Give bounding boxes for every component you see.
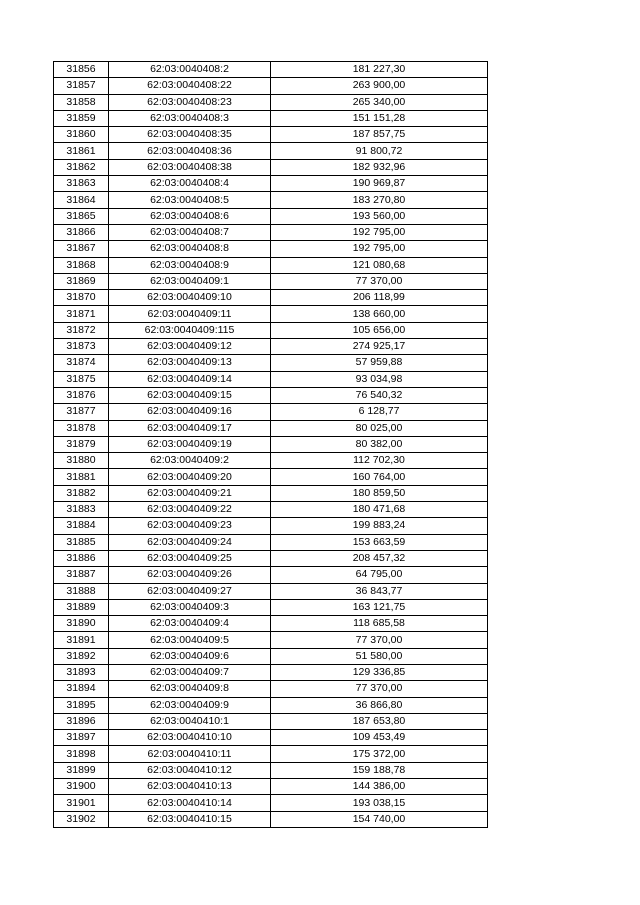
cadastral-number-cell: 62:03:0040409:22 — [109, 502, 271, 518]
table-row — [54, 518, 488, 534]
cadastral-number-cell: 62:03:0040409:14 — [109, 371, 271, 387]
cadastral-number-cell: 62:03:0040409:26 — [109, 567, 271, 583]
cadastral-number-cell: 62:03:0040408:4 — [109, 176, 271, 192]
value-cell: 187 857,75 — [271, 127, 488, 143]
cadastral-number-cell: 62:03:0040409:11 — [109, 306, 271, 322]
cadastral-number-cell: 62:03:0040410:1 — [109, 713, 271, 729]
row-number-cell: 31878 — [54, 420, 109, 436]
cadastral-number-cell: 62:03:0040409:1 — [109, 273, 271, 289]
table-row — [54, 534, 488, 550]
table-row — [54, 62, 488, 78]
value-cell: 109 453,49 — [271, 730, 488, 746]
row-number-cell: 31884 — [54, 518, 109, 534]
table-row — [54, 746, 488, 762]
row-number-cell: 31877 — [54, 404, 109, 420]
value-cell: 206 118,99 — [271, 290, 488, 306]
cadastral-number-cell: 62:03:0040408:22 — [109, 78, 271, 94]
cadastral-number-cell: 62:03:0040408:3 — [109, 110, 271, 126]
value-cell: 91 800,72 — [271, 143, 488, 159]
table-row — [54, 713, 488, 729]
cadastral-number-cell: 62:03:0040409:8 — [109, 681, 271, 697]
table-row — [54, 404, 488, 420]
row-number-cell: 31857 — [54, 78, 109, 94]
cadastral-number-cell: 62:03:0040408:7 — [109, 224, 271, 240]
table-row — [54, 339, 488, 355]
cadastral-number-cell: 62:03:0040409:24 — [109, 534, 271, 550]
row-number-cell: 31871 — [54, 306, 109, 322]
row-number-cell: 31860 — [54, 127, 109, 143]
table-row — [54, 583, 488, 599]
cadastral-number-cell: 62:03:0040409:27 — [109, 583, 271, 599]
table-row — [54, 273, 488, 289]
value-cell: 129 336,85 — [271, 664, 488, 680]
value-cell: 76 540,32 — [271, 387, 488, 403]
cadastral-number-cell: 62:03:0040409:10 — [109, 290, 271, 306]
row-number-cell: 31887 — [54, 567, 109, 583]
value-cell: 80 382,00 — [271, 436, 488, 452]
cadastral-number-cell: 62:03:0040408:2 — [109, 62, 271, 78]
cadastral-number-cell: 62:03:0040409:17 — [109, 420, 271, 436]
row-number-cell: 31859 — [54, 110, 109, 126]
value-cell: 208 457,32 — [271, 550, 488, 566]
table-row — [54, 290, 488, 306]
value-cell: 182 932,96 — [271, 159, 488, 175]
table-row — [54, 811, 488, 827]
cadastral-number-cell: 62:03:0040408:6 — [109, 208, 271, 224]
table-row — [54, 387, 488, 403]
table-row — [54, 469, 488, 485]
table-row — [54, 599, 488, 615]
row-number-cell: 31865 — [54, 208, 109, 224]
value-cell: 51 580,00 — [271, 648, 488, 664]
table-row — [54, 355, 488, 371]
row-number-cell: 31899 — [54, 762, 109, 778]
row-number-cell: 31891 — [54, 632, 109, 648]
row-number-cell: 31882 — [54, 485, 109, 501]
table-row — [54, 78, 488, 94]
cadastral-number-cell: 62:03:0040409:9 — [109, 697, 271, 713]
table-row — [54, 664, 488, 680]
cadastral-number-cell: 62:03:0040408:36 — [109, 143, 271, 159]
row-number-cell: 31874 — [54, 355, 109, 371]
value-cell: 121 080,68 — [271, 257, 488, 273]
table-row — [54, 453, 488, 469]
table-row — [54, 436, 488, 452]
value-cell: 93 034,98 — [271, 371, 488, 387]
row-number-cell: 31880 — [54, 453, 109, 469]
value-cell: 57 959,88 — [271, 355, 488, 371]
cadastral-number-cell: 62:03:0040409:115 — [109, 322, 271, 338]
value-cell: 80 025,00 — [271, 420, 488, 436]
table-row — [54, 192, 488, 208]
cadastral-number-cell: 62:03:0040409:25 — [109, 550, 271, 566]
table-row — [54, 257, 488, 273]
table-row — [54, 762, 488, 778]
value-cell: 192 795,00 — [271, 241, 488, 257]
table-row — [54, 371, 488, 387]
row-number-cell: 31895 — [54, 697, 109, 713]
value-cell: 105 656,00 — [271, 322, 488, 338]
cadastral-number-cell: 62:03:0040408:35 — [109, 127, 271, 143]
value-cell: 263 900,00 — [271, 78, 488, 94]
table-row — [54, 681, 488, 697]
row-number-cell: 31879 — [54, 436, 109, 452]
value-cell: 118 685,58 — [271, 616, 488, 632]
value-cell: 274 925,17 — [271, 339, 488, 355]
value-cell: 180 471,68 — [271, 502, 488, 518]
value-cell: 175 372,00 — [271, 746, 488, 762]
row-number-cell: 31881 — [54, 469, 109, 485]
cadastral-number-cell: 62:03:0040409:2 — [109, 453, 271, 469]
table-row — [54, 420, 488, 436]
value-cell: 190 969,87 — [271, 176, 488, 192]
cadastral-number-cell: 62:03:0040409:5 — [109, 632, 271, 648]
row-number-cell: 31889 — [54, 599, 109, 615]
value-cell: 192 795,00 — [271, 224, 488, 240]
cadastral-number-cell: 62:03:0040409:20 — [109, 469, 271, 485]
table-row — [54, 648, 488, 664]
cadastral-number-cell: 62:03:0040409:7 — [109, 664, 271, 680]
row-number-cell: 31883 — [54, 502, 109, 518]
table-row — [54, 730, 488, 746]
row-number-cell: 31870 — [54, 290, 109, 306]
row-number-cell: 31875 — [54, 371, 109, 387]
value-cell: 160 764,00 — [271, 469, 488, 485]
row-number-cell: 31893 — [54, 664, 109, 680]
cadastral-number-cell: 62:03:0040408:23 — [109, 94, 271, 110]
cadastral-number-cell: 62:03:0040408:5 — [109, 192, 271, 208]
cadastral-number-cell: 62:03:0040410:11 — [109, 746, 271, 762]
value-cell: 36 843,77 — [271, 583, 488, 599]
row-number-cell: 31867 — [54, 241, 109, 257]
row-number-cell: 31892 — [54, 648, 109, 664]
cadastral-number-cell: 62:03:0040409:16 — [109, 404, 271, 420]
table-row — [54, 306, 488, 322]
row-number-cell: 31868 — [54, 257, 109, 273]
cadastral-number-cell: 62:03:0040409:21 — [109, 485, 271, 501]
table-row — [54, 94, 488, 110]
value-cell: 187 653,80 — [271, 713, 488, 729]
value-cell: 77 370,00 — [271, 632, 488, 648]
table-row — [54, 485, 488, 501]
row-number-cell: 31864 — [54, 192, 109, 208]
cadastral-number-cell: 62:03:0040409:19 — [109, 436, 271, 452]
value-cell: 138 660,00 — [271, 306, 488, 322]
value-cell: 77 370,00 — [271, 681, 488, 697]
value-cell: 193 038,15 — [271, 795, 488, 811]
value-cell: 265 340,00 — [271, 94, 488, 110]
table-row — [54, 632, 488, 648]
row-number-cell: 31873 — [54, 339, 109, 355]
table-row — [54, 779, 488, 795]
cadastral-number-cell: 62:03:0040409:6 — [109, 648, 271, 664]
row-number-cell: 31885 — [54, 534, 109, 550]
value-cell: 151 151,28 — [271, 110, 488, 126]
cadastral-number-cell: 62:03:0040408:8 — [109, 241, 271, 257]
value-cell: 64 795,00 — [271, 567, 488, 583]
table-row — [54, 127, 488, 143]
table-row — [54, 567, 488, 583]
row-number-cell: 31888 — [54, 583, 109, 599]
row-number-cell: 31898 — [54, 746, 109, 762]
table-body — [54, 62, 488, 828]
value-cell: 154 740,00 — [271, 811, 488, 827]
cadastral-number-cell: 62:03:0040410:15 — [109, 811, 271, 827]
table-row — [54, 795, 488, 811]
row-number-cell: 31894 — [54, 681, 109, 697]
value-cell: 180 859,50 — [271, 485, 488, 501]
row-number-cell: 31863 — [54, 176, 109, 192]
cadastral-number-cell: 62:03:0040409:15 — [109, 387, 271, 403]
cadastral-number-cell: 62:03:0040410:12 — [109, 762, 271, 778]
row-number-cell: 31869 — [54, 273, 109, 289]
value-cell: 77 370,00 — [271, 273, 488, 289]
cadastral-number-cell: 62:03:0040410:13 — [109, 779, 271, 795]
table-row — [54, 208, 488, 224]
cadastral-number-cell: 62:03:0040408:38 — [109, 159, 271, 175]
cadastral-number-cell: 62:03:0040409:13 — [109, 355, 271, 371]
table-row — [54, 176, 488, 192]
row-number-cell: 31856 — [54, 62, 109, 78]
table-row — [54, 159, 488, 175]
value-cell: 112 702,30 — [271, 453, 488, 469]
row-number-cell: 31872 — [54, 322, 109, 338]
table-row — [54, 110, 488, 126]
table-row — [54, 322, 488, 338]
value-cell: 183 270,80 — [271, 192, 488, 208]
row-number-cell: 31866 — [54, 224, 109, 240]
row-number-cell: 31876 — [54, 387, 109, 403]
value-cell: 6 128,77 — [271, 404, 488, 420]
row-number-cell: 31890 — [54, 616, 109, 632]
cadastral-number-cell: 62:03:0040409:4 — [109, 616, 271, 632]
value-cell: 144 386,00 — [271, 779, 488, 795]
cadastral-number-cell: 62:03:0040409:23 — [109, 518, 271, 534]
row-number-cell: 31861 — [54, 143, 109, 159]
row-number-cell: 31900 — [54, 779, 109, 795]
cadastral-number-cell: 62:03:0040410:14 — [109, 795, 271, 811]
value-cell: 181 227,30 — [271, 62, 488, 78]
cadastral-number-cell: 62:03:0040409:12 — [109, 339, 271, 355]
row-number-cell: 31901 — [54, 795, 109, 811]
value-cell: 193 560,00 — [271, 208, 488, 224]
row-number-cell: 31896 — [54, 713, 109, 729]
table-row — [54, 697, 488, 713]
value-cell: 163 121,75 — [271, 599, 488, 615]
table-row — [54, 143, 488, 159]
row-number-cell: 31858 — [54, 94, 109, 110]
value-cell: 199 883,24 — [271, 518, 488, 534]
value-cell: 159 188,78 — [271, 762, 488, 778]
table-row — [54, 550, 488, 566]
data-table — [53, 61, 488, 828]
table-row — [54, 224, 488, 240]
table-row — [54, 616, 488, 632]
table-row — [54, 502, 488, 518]
row-number-cell: 31897 — [54, 730, 109, 746]
row-number-cell: 31902 — [54, 811, 109, 827]
cadastral-number-cell: 62:03:0040408:9 — [109, 257, 271, 273]
table-row — [54, 241, 488, 257]
row-number-cell: 31862 — [54, 159, 109, 175]
value-cell: 153 663,59 — [271, 534, 488, 550]
cadastral-number-cell: 62:03:0040409:3 — [109, 599, 271, 615]
row-number-cell: 31886 — [54, 550, 109, 566]
value-cell: 36 866,80 — [271, 697, 488, 713]
cadastral-number-cell: 62:03:0040410:10 — [109, 730, 271, 746]
